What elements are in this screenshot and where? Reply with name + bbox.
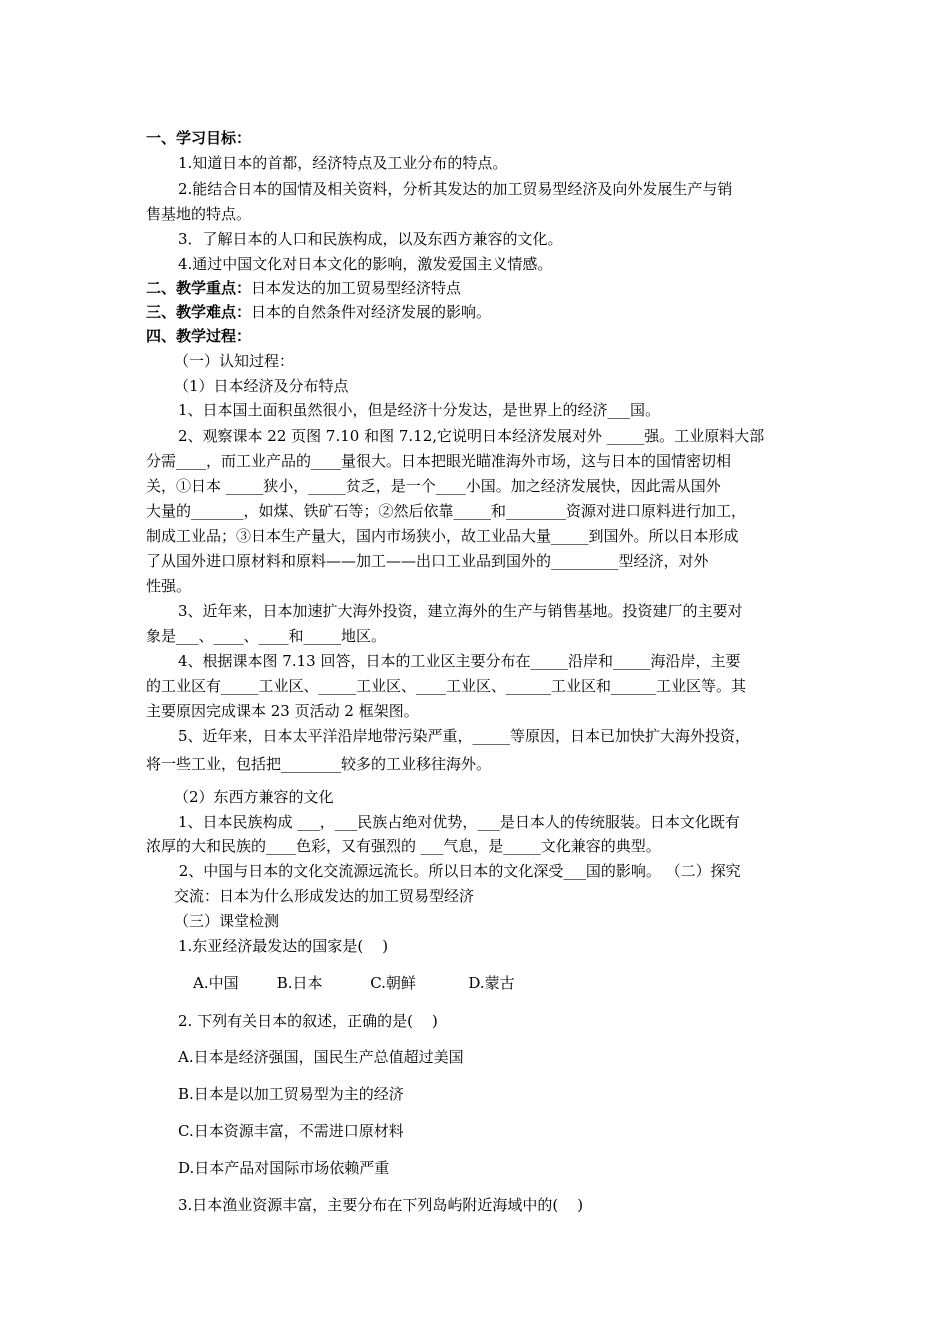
culture-1-line1: 1、日本民族构成 ___，___民族占绝对优势，___是日本人的传统服装。日本文化既有 (178, 813, 740, 831)
objective-1: 1.知道日本的首都，经济特点及工业分布的特点。 (178, 154, 508, 172)
section-difficulty (146, 302, 491, 322)
question-4-line3: 主要原因完成课本 23 页活动 2 框架图。 (146, 702, 419, 720)
quiz-question-2: 2. 下列有关日本的叙述，正确的是( ) (178, 1012, 438, 1030)
culture-1-line2: 浓厚的大和民族的____色彩，又有强烈的 ___气息，是_____文化兼容的典型。 (146, 837, 661, 855)
difficulty-label: 三、教学难点： (146, 303, 252, 321)
objective-3: 3．了解日本的人口和民族构成，以及东西方兼容的文化。 (178, 230, 563, 248)
question-4-line2: 的工业区有_____工业区、_____工业区、____工业区、______工业区和______工业区等。其 (146, 677, 747, 695)
subheading-economy: （1）日本经济及分布特点 (174, 377, 349, 395)
quiz-question-2-option-d: D.日本产品对国际市场依赖严重 (178, 1159, 390, 1177)
section-heading-objectives: 一、学习目标： (146, 129, 252, 147)
quiz-question-1: 1.东亚经济最发达的国家是( ) (178, 937, 389, 955)
quiz-question-2-option-c: C.日本资源丰富，不需进口原材料 (178, 1122, 404, 1140)
culture-2-line2: 交流：日本为什么形成发达的加工贸易型经济 (174, 887, 475, 905)
question-2-line5: 制成工业品；③日本生产量大，国内市场狭小，故工业品大量_____到国外。所以日本形成 (146, 527, 739, 545)
quiz-question-3: 3.日本渔业资源丰富，主要分布在下列岛屿附近海域中的( ) (178, 1196, 584, 1214)
subheading-cognition: （一）认知过程： (174, 352, 295, 370)
subheading-culture: （2）东西方兼容的文化 (174, 788, 334, 806)
quiz-question-1-options: A.中国 B.日本 C.朝鲜 D.蒙古 (193, 974, 515, 992)
question-2-line4: 大量的_______，如煤、铁矿石等；②然后依靠_____和________资源对进口原料进行加工， (146, 502, 747, 520)
question-3-line1: 3、近年来，日本加速扩大海外投资，建立海外的生产与销售基地。投资建厂的主要对 (178, 602, 743, 620)
question-5-line1: 5、近年来，日本太平洋沿岸地带污染严重，_____等原因，日本已加快扩大海外投资， (178, 727, 751, 745)
culture-2-line1: 2、中国与日本的文化交流源远流长。所以日本的文化深受___国的影响。 （二）探究 (174, 862, 741, 880)
subheading-quiz: （三）课堂检测 (174, 912, 280, 930)
objective-2-line1: 2.能结合日本的国情及相关资料，分析其发达的加工贸易型经济及向外发展生产与销 (178, 180, 733, 198)
question-2-line1: 2、观察课本 22 页图 7.10 和图 7.12,它说明日本经济发展对外 _____强。工业原料大部 (178, 427, 765, 445)
question-2-line7: 性强。 (146, 577, 192, 595)
difficulty-text: 日本的自然条件对经济发展的影响。 (251, 303, 492, 321)
quiz-question-2-option-b: B.日本是以加工贸易型为主的经济 (178, 1085, 404, 1103)
question-2-line3: 关，①日本 _____狭小，_____贫乏，是一个____小国。加之经济发展快，因此需从国外 (146, 477, 721, 495)
key-points-text: 日本发达的加工贸易型经济特点 (251, 279, 462, 297)
question-2-line6: 了从国外进口原材料和原料——加工——出口工业品到国外的_________型经济，对外 (146, 552, 709, 570)
question-1: 1、日本国土面积虽然很小，但是经济十分发达，是世界上的经济___国。 (178, 401, 661, 419)
question-3-line2: 象是___、____、____和_____地区。 (146, 627, 387, 645)
key-points-label: 二、教学重点： (146, 279, 252, 297)
question-4-line1: 4、根据课本图 7.13 回答，日本的工业区主要分布在_____沿岸和_____海沿岸，主要 (178, 652, 741, 670)
question-2-line2: 分需____，而工业产品的____量很大。日本把眼光瞄准海外市场，这与日本的国情密切相 (146, 452, 732, 470)
section-key-points (146, 278, 461, 298)
section-heading-process: 四、教学过程： (146, 327, 252, 345)
quiz-question-2-option-a: A.日本是经济强国，国民生产总值超过美国 (178, 1048, 464, 1066)
objective-2-line2: 售基地的特点。 (146, 205, 252, 223)
question-5-line2: 将一些工业，包括把________较多的工业移往海外。 (146, 755, 492, 773)
objective-4: 4.通过中国文化对日本文化的影响，激发爱国主义情感。 (178, 255, 553, 273)
